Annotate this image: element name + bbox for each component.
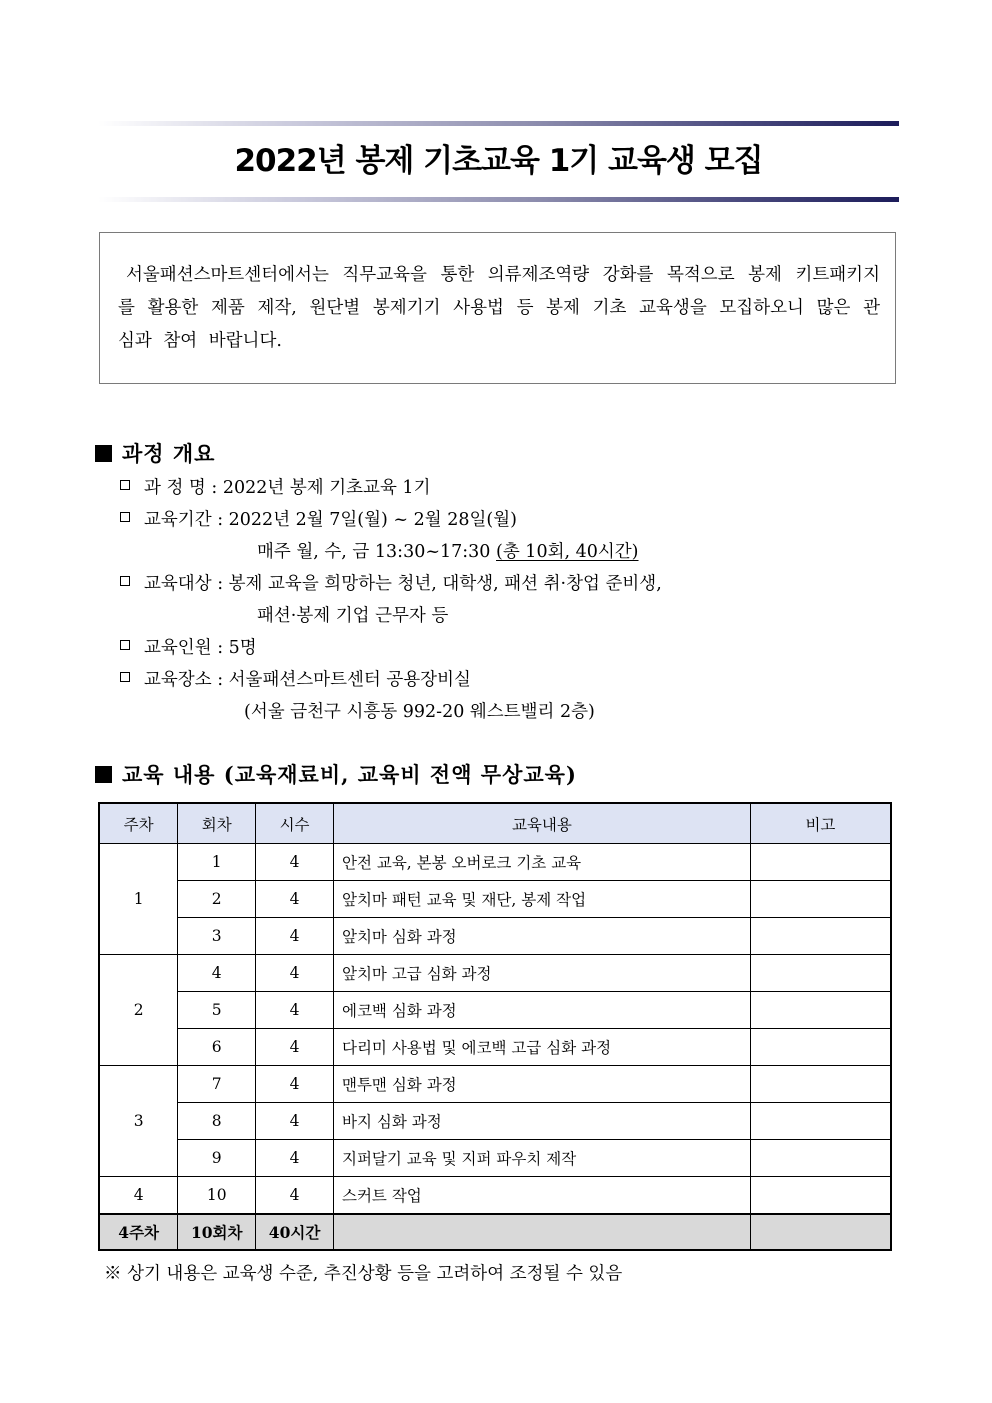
overview-target-cont: 패션·봉제 기업 근무자 등 xyxy=(257,606,449,626)
session-cell: 1 xyxy=(178,844,256,881)
table-row xyxy=(99,1177,891,1215)
content-cell: 앞치마 패턴 교육 및 재단, 봉제 작업 xyxy=(333,881,750,918)
hours-cell: 4 xyxy=(256,844,334,881)
table-row xyxy=(99,992,891,1029)
content-cell: 다리미 사용법 및 에코백 고급 심화 과정 xyxy=(333,1029,750,1066)
content-cell: 에코백 심화 과정 xyxy=(333,992,750,1029)
col-header-content: 교육내용 xyxy=(333,803,750,844)
total-weeks-cell: 4주차 xyxy=(99,1214,178,1250)
note-cell xyxy=(750,918,891,955)
overview-label: 교육인원 xyxy=(144,638,212,658)
note-cell xyxy=(750,1177,891,1215)
note-cell xyxy=(750,1029,891,1066)
total-sessions-cell: 10회차 xyxy=(178,1214,256,1250)
note-cell xyxy=(750,1066,891,1103)
session-cell: 5 xyxy=(178,992,256,1029)
overview-value: 2022년 2월 7일(월) ~ 2월 28일(월) xyxy=(228,510,517,530)
session-cell: 8 xyxy=(178,1103,256,1140)
note-cell xyxy=(750,992,891,1029)
overview-label: 교육장소 xyxy=(144,670,212,690)
total-note-cell xyxy=(750,1214,891,1250)
black-square-icon xyxy=(95,445,112,462)
hours-cell: 4 xyxy=(256,1066,334,1103)
content-cell: 앞치마 심화 과정 xyxy=(333,918,750,955)
col-header-session: 회차 xyxy=(178,803,256,844)
content-cell: 스커트 작업 xyxy=(333,1177,750,1215)
session-cell: 6 xyxy=(178,1029,256,1066)
table-row xyxy=(99,1066,891,1103)
hours-cell: 4 xyxy=(256,992,334,1029)
hours-cell: 4 xyxy=(256,1177,334,1215)
session-cell: 7 xyxy=(178,1066,256,1103)
content-cell: 맨투맨 심화 과정 xyxy=(333,1066,750,1103)
session-cell: 10 xyxy=(178,1177,256,1215)
overview-item-course-name: 과 정 명 : 2022년 봉제 기초교육 1기 xyxy=(120,477,430,499)
overview-label: 과 정 명 xyxy=(144,478,206,498)
table-header-row xyxy=(99,803,891,844)
table-row xyxy=(99,955,891,992)
note-cell xyxy=(750,1140,891,1177)
hours-cell: 4 xyxy=(256,881,334,918)
week-cell: 3 xyxy=(99,1066,178,1177)
schedule-text: 매주 월, 수, 금 13:30~17:30 xyxy=(257,542,491,562)
note-cell xyxy=(750,881,891,918)
intro-box xyxy=(99,232,896,384)
col-header-note: 비고 xyxy=(750,803,891,844)
col-header-hours: 시수 xyxy=(256,803,334,844)
session-cell: 9 xyxy=(178,1140,256,1177)
square-bullet-icon xyxy=(120,640,130,650)
total-hours-cell: 40시간 xyxy=(256,1214,334,1250)
overview-label: 교육대상 xyxy=(144,574,212,594)
table-total-row xyxy=(99,1214,891,1250)
week-cell: 4 xyxy=(99,1177,178,1215)
week-cell: 1 xyxy=(99,844,178,955)
overview-item-target: 교육대상 : 봉제 교육을 희망하는 청년, 대학생, 패션 취·창업 준비생, xyxy=(120,573,662,595)
session-cell: 3 xyxy=(178,918,256,955)
session-cell: 2 xyxy=(178,881,256,918)
table-row xyxy=(99,1140,891,1177)
footnote: ※ 상기 내용은 교육생 수준, 추진상황 등을 고려하여 조정될 수 있음 xyxy=(104,1264,623,1284)
hours-cell: 4 xyxy=(256,1103,334,1140)
title-decor-bar-top xyxy=(98,121,899,126)
hours-cell: 4 xyxy=(256,918,334,955)
col-header-week: 주차 xyxy=(99,803,178,844)
page-title: 2022년 봉제 기초교육 1기 교육생 모집 xyxy=(234,143,763,179)
content-cell: 지퍼달기 교육 및 지퍼 파우치 제작 xyxy=(333,1140,750,1177)
overview-item-period: 교육기간 : 2022년 2월 7일(월) ~ 2월 28일(월) xyxy=(120,509,517,531)
overview-value: 2022년 봉제 기초교육 1기 xyxy=(222,478,431,498)
session-cell: 4 xyxy=(178,955,256,992)
note-cell xyxy=(750,1103,891,1140)
section-heading-text: 교육 내용 (교육재료비, 교육비 전액 무상교육) xyxy=(122,762,577,787)
overview-location-address: (서울 금천구 시흥동 992-20 웨스트밸리 2층) xyxy=(244,702,595,722)
content-cell: 안전 교육, 본봉 오버로크 기초 교육 xyxy=(333,844,750,881)
schedule-total: (총 10회, 40시간) xyxy=(496,542,639,562)
content-cell: 앞치마 고급 심화 과정 xyxy=(333,955,750,992)
week-cell: 2 xyxy=(99,955,178,1066)
overview-value: 봉제 교육을 희망하는 청년, 대학생, 패션 취·창업 준비생, xyxy=(228,574,662,594)
overview-label: 교육기간 xyxy=(144,510,212,530)
square-bullet-icon xyxy=(120,672,130,682)
overview-item-location: 교육장소 : 서울패션스마트센터 공용장비실 xyxy=(120,669,471,691)
overview-item-capacity: 교육인원 : 5명 xyxy=(120,637,257,659)
section-heading-overview xyxy=(95,438,215,468)
black-square-icon xyxy=(95,766,112,783)
overview-value: 5명 xyxy=(228,638,257,658)
hours-cell: 4 xyxy=(256,1140,334,1177)
overview-period-schedule xyxy=(257,541,639,563)
section-heading-content xyxy=(95,759,577,789)
table-row xyxy=(99,1029,891,1066)
hours-cell: 4 xyxy=(256,1029,334,1066)
content-cell: 바지 심화 과정 xyxy=(333,1103,750,1140)
total-content-cell xyxy=(333,1214,750,1250)
intro-text: 서울패션스마트센터에서는 직무교육을 통한 의류제조역량 강화를 목적으로 봉제 키트패키지를 활용한 제품 제작, 원단별 봉제기기 사용법 등 봉제 기초 교육생을 모집하오니 많은 관심과 참여 바랍니다. xyxy=(118,265,880,351)
course-schedule-table xyxy=(98,802,892,1251)
overview-value: 서울패션스마트센터 공용장비실 xyxy=(228,670,471,690)
table-row xyxy=(99,1103,891,1140)
note-cell xyxy=(750,955,891,992)
table-row xyxy=(99,881,891,918)
table-row xyxy=(99,844,891,881)
hours-cell: 4 xyxy=(256,955,334,992)
square-bullet-icon xyxy=(120,512,130,522)
table-row xyxy=(99,918,891,955)
square-bullet-icon xyxy=(120,480,130,490)
section-heading-text: 과정 개요 xyxy=(122,441,216,466)
title-decor-bar-bottom xyxy=(98,197,899,202)
square-bullet-icon xyxy=(120,576,130,586)
note-cell xyxy=(750,844,891,881)
